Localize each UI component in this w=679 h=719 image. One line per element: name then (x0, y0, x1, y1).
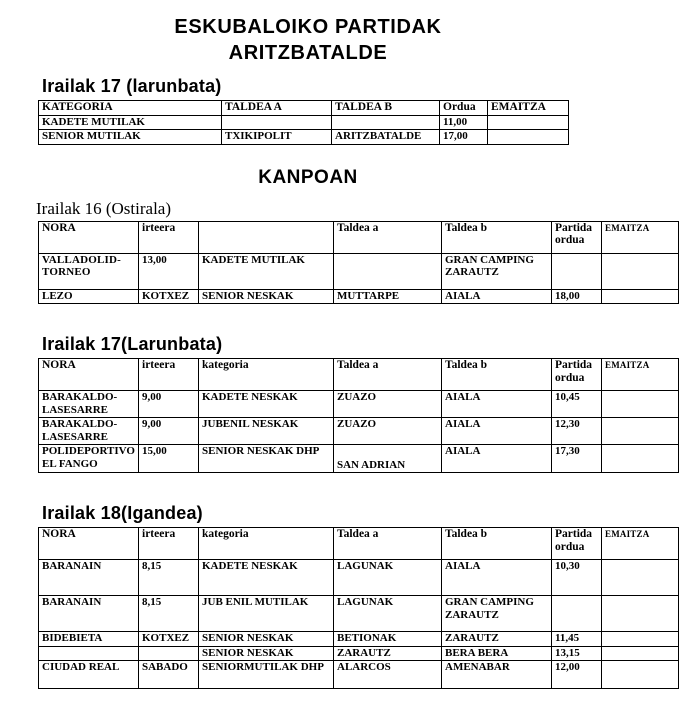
cell-emaitza (602, 560, 679, 596)
away-table-wrap (0, 221, 616, 305)
cell-nora: BIDEBIETA (39, 632, 139, 647)
cell-partida-ordua: 18,00 (552, 289, 602, 304)
cell-emaitza (602, 596, 679, 632)
cell-taldea-a: BETIONAK (334, 632, 442, 647)
cell-taldea-a: TXIKIPOLIT (222, 130, 332, 145)
cell-taldea-b: AIALA (442, 418, 552, 445)
cell-taldea-a: ALARCOS (334, 661, 442, 689)
table-row (39, 418, 679, 445)
table-header-row (39, 359, 679, 391)
column-header-partida-line2: ordua (555, 234, 598, 247)
column-header-partida-line1: Partida (555, 359, 598, 372)
column-header-taldea-b: TALDEA B (332, 101, 440, 116)
column-header-partida-line1: Partida (555, 222, 598, 235)
table-row (39, 661, 679, 689)
cell-emaitza (602, 646, 679, 661)
cell-partida-ordua: 12,00 (552, 661, 602, 689)
cell-kategoria: JUBENIL NESKAK (199, 418, 334, 445)
table-row (39, 596, 679, 632)
spacer (0, 145, 616, 167)
table-row (39, 253, 679, 289)
cell-emaitza (602, 661, 679, 689)
cell-partida-ordua (552, 253, 602, 289)
cell-kategoria: KADETE MUTILAK (39, 115, 222, 130)
column-header-taldea-b: Taldea b (442, 359, 552, 391)
table-row (39, 445, 679, 473)
away-table-body (39, 391, 679, 473)
cell-taldea-b: AIALA (442, 391, 552, 418)
cell-irteera: 13,00 (139, 253, 199, 289)
table-header-row (39, 101, 569, 116)
cell-kategoria: SENIOR NESKAK (199, 646, 334, 661)
cell-kategoria: KADETE MUTILAK (199, 253, 334, 289)
away-section-title: KANPOAN (0, 167, 616, 189)
column-header-taldea-b: Taldea b (442, 221, 552, 253)
cell-emaitza (488, 130, 569, 145)
away-day-title: Irailak 17(Larunbata) (0, 334, 616, 355)
column-header-irteera: irteera (139, 359, 199, 391)
away-table-body (39, 253, 679, 304)
cell-partida-ordua: 17,30 (552, 445, 602, 473)
cell-partida-ordua: 10,45 (552, 391, 602, 418)
cell-kategoria: SENIOR NESKAK (199, 289, 334, 304)
table-header-row (39, 528, 679, 560)
cell-taldea-b: AIALA (442, 560, 552, 596)
away-day-title: Irailak 16 (Ostirala) (0, 199, 616, 219)
column-header-partida-line2: ordua (555, 541, 598, 554)
cell-irteera: KOTXEZ (139, 632, 199, 647)
cell-taldea-b: AIALA (442, 289, 552, 304)
cell-taldea-b: GRAN CAMPING ZARAUTZ (442, 253, 552, 289)
cell-ordua: 11,00 (440, 115, 488, 130)
column-header-partida-ordua (552, 221, 602, 253)
column-header-emaitza: EMAITZA (602, 221, 679, 253)
table-row (39, 289, 679, 304)
column-header-partida-line2: ordua (555, 372, 598, 385)
column-header-taldea-a: TALDEA A (222, 101, 332, 116)
cell-taldea-a: ZARAUTZ (334, 646, 442, 661)
table-row (39, 632, 679, 647)
away-section (0, 503, 616, 719)
column-header-ordua: Ordua (440, 101, 488, 116)
cell-kategoria: SENIOR MUTILAK (39, 130, 222, 145)
spacer (0, 189, 616, 199)
column-header-irteera: irteera (139, 221, 199, 253)
cell-kategoria: KADETE NESKAK (199, 391, 334, 418)
page-title-line1: ESKUBALOIKO PARTIDAK (0, 0, 616, 40)
away-matches-table (38, 527, 679, 689)
cell-taldea-a: SAN ADRIAN (334, 445, 442, 473)
table-row (39, 560, 679, 596)
away-day-title: Irailak 18(Igandea) (0, 503, 616, 524)
cell-nora: LEZO (39, 289, 139, 304)
cell-taldea-b: AIALA (442, 445, 552, 473)
home-table-body (39, 115, 569, 144)
cell-taldea-a: MUTTARPE (334, 289, 442, 304)
home-table-wrap (0, 100, 616, 145)
cell-taldea-a: ZUAZO (334, 418, 442, 445)
cell-taldea-a: ZUAZO (334, 391, 442, 418)
column-header-kategoria (199, 221, 334, 253)
cell-taldea-b: ZARAUTZ (442, 632, 552, 647)
column-header-taldea-a: Taldea a (334, 359, 442, 391)
cell-irteera: SABADO (139, 661, 199, 689)
cell-nora: BARANAIN (39, 596, 139, 632)
column-header-kategoria: kategoria (199, 528, 334, 560)
away-section (0, 199, 616, 335)
cell-nora: BARAKALDO-LASESARRE (39, 391, 139, 418)
cell-nora: VALLADOLID-TORNEO (39, 253, 139, 289)
spacer (0, 66, 616, 76)
column-header-taldea-a: Taldea a (334, 221, 442, 253)
column-header-nora: NORA (39, 528, 139, 560)
away-table-wrap (0, 358, 616, 473)
cell-irteera: 9,00 (139, 391, 199, 418)
cell-kategoria: KADETE NESKAK (199, 560, 334, 596)
column-header-nora: NORA (39, 221, 139, 253)
column-header-kategoria: kategoria (199, 359, 334, 391)
cell-irteera: 15,00 (139, 445, 199, 473)
column-header-emaitza: EMAITZA (602, 528, 679, 560)
cell-taldea-b: AMENABAR (442, 661, 552, 689)
cell-emaitza (602, 253, 679, 289)
table-row (39, 115, 569, 130)
spacer (0, 689, 616, 719)
away-table-wrap (0, 527, 616, 689)
column-header-partida-ordua (552, 528, 602, 560)
cell-emaitza (488, 115, 569, 130)
cell-emaitza (602, 445, 679, 473)
column-header-emaitza: EMAITZA (602, 359, 679, 391)
column-header-taldea-b: Taldea b (442, 528, 552, 560)
cell-taldea-a: LAGUNAK (334, 560, 442, 596)
table-row (39, 391, 679, 418)
away-matches-table (38, 221, 679, 305)
column-header-partida-line1: Partida (555, 528, 598, 541)
table-header-row (39, 221, 679, 253)
table-row (39, 130, 569, 145)
column-header-emaitza: EMAITZA (488, 101, 569, 116)
cell-irteera: KOTXEZ (139, 289, 199, 304)
cell-kategoria: SENIORMUTILAK DHP (199, 661, 334, 689)
cell-irteera: 9,00 (139, 418, 199, 445)
table-row (39, 646, 679, 661)
cell-taldea-b: BERA BERA (442, 646, 552, 661)
cell-kategoria: JUB ENIL MUTILAK (199, 596, 334, 632)
column-header-taldea-a: Taldea a (334, 528, 442, 560)
cell-irteera (139, 646, 199, 661)
column-header-partida-ordua (552, 359, 602, 391)
home-day-title: Irailak 17 (larunbata) (0, 76, 616, 97)
cell-emaitza (602, 632, 679, 647)
away-section (0, 334, 616, 503)
cell-ordua: 17,00 (440, 130, 488, 145)
cell-nora (39, 646, 139, 661)
spacer (0, 304, 616, 334)
home-matches-table (38, 100, 569, 145)
cell-kategoria: SENIOR NESKAK (199, 632, 334, 647)
cell-partida-ordua (552, 596, 602, 632)
cell-emaitza (602, 418, 679, 445)
cell-emaitza (602, 391, 679, 418)
column-header-nora: NORA (39, 359, 139, 391)
cell-irteera: 8,15 (139, 596, 199, 632)
cell-nora: BARANAIN (39, 560, 139, 596)
cell-partida-ordua: 12,30 (552, 418, 602, 445)
column-header-kategoria: KATEGORIA (39, 101, 222, 116)
cell-taldea-a: LAGUNAK (334, 596, 442, 632)
page-title-line2: ARITZBATALDE (0, 40, 616, 66)
cell-nora: POLIDEPORTIVO EL FANGO (39, 445, 139, 473)
cell-nora: CIUDAD REAL (39, 661, 139, 689)
cell-taldea-b: GRAN CAMPING ZARAUTZ (442, 596, 552, 632)
cell-nora: BARAKALDO-LASESARRE (39, 418, 139, 445)
cell-irteera: 8,15 (139, 560, 199, 596)
spacer (0, 473, 616, 503)
cell-taldea-b: ARITZBATALDE (332, 130, 440, 145)
away-matches-table (38, 358, 679, 473)
cell-emaitza (602, 289, 679, 304)
cell-taldea-b (332, 115, 440, 130)
cell-kategoria: SENIOR NESKAK DHP (199, 445, 334, 473)
column-header-irteera: irteera (139, 528, 199, 560)
cell-partida-ordua: 10,30 (552, 560, 602, 596)
away-table-body (39, 560, 679, 689)
cell-taldea-a (334, 253, 442, 289)
away-sections-container (0, 199, 616, 719)
cell-partida-ordua: 11,45 (552, 632, 602, 647)
cell-taldea-a (222, 115, 332, 130)
cell-partida-ordua: 13,15 (552, 646, 602, 661)
